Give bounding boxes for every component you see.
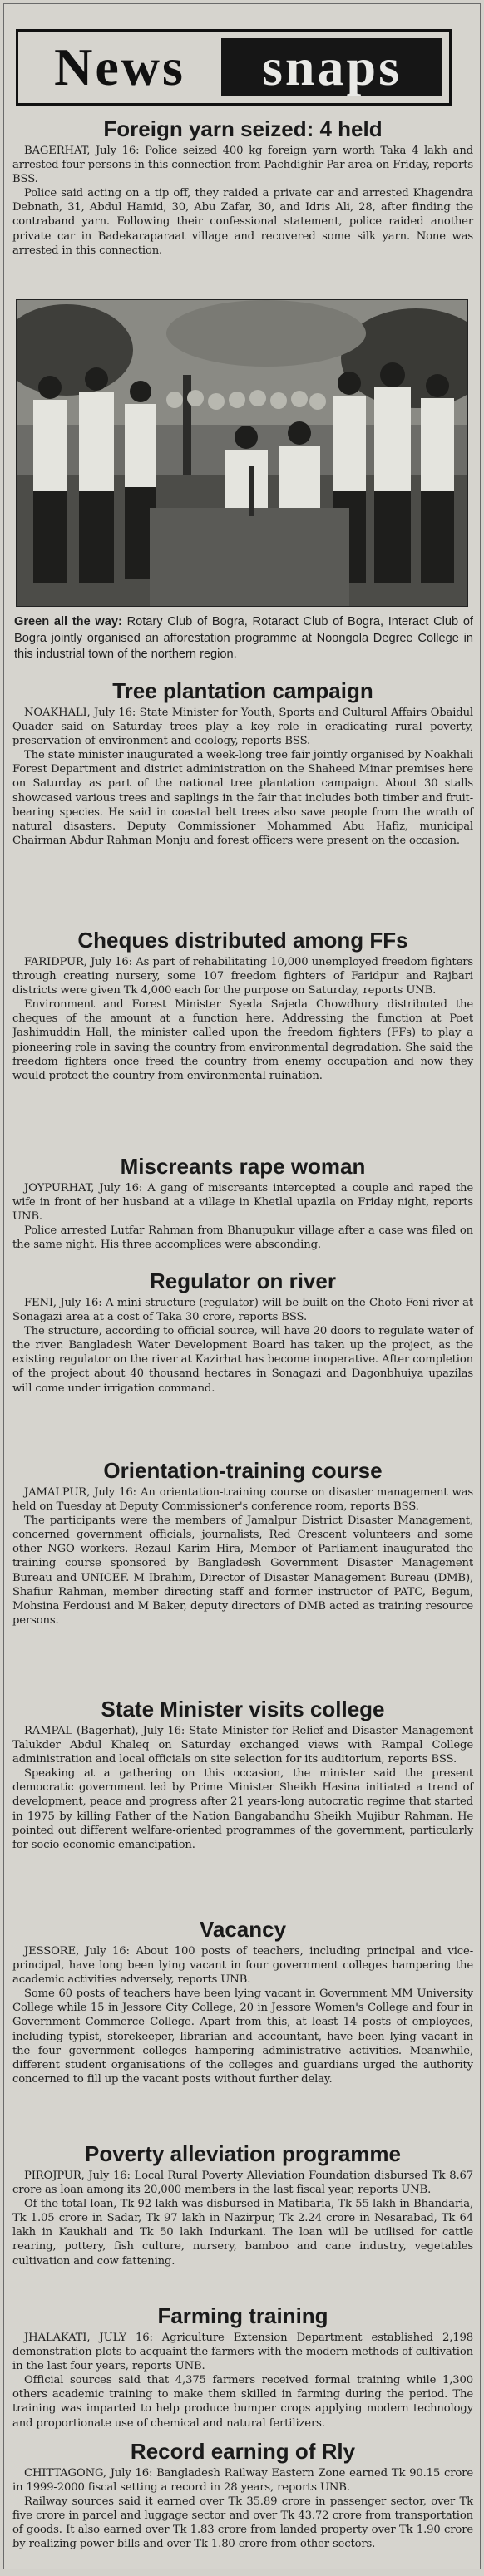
headline: Poverty alleviation programme — [84, 2141, 402, 2166]
paragraph: JESSORE, July 16: About 100 posts of teachers, including principal and vice-principal, have long been lying vacant in four government colleges hampering the academic activities adversely, reports UNB. — [12, 1945, 473, 1987]
headline: Orientation-training course — [103, 1458, 383, 1483]
story-orientation — [12, 1457, 473, 1628]
story-farming — [12, 2303, 473, 2431]
paragraph: BAGERHAT, July 16: Police seized 400 kg foreign yarn worth Taka 4 lakh and arrested four persons in this connection from Pachdighir Par area on Friday, reports BSS. — [12, 145, 473, 186]
newspaper-clipping — [3, 3, 481, 2569]
caption-lead: Green all the way: — [14, 615, 122, 628]
headline: Record earning of Rly — [130, 2439, 356, 2464]
story-body — [12, 1181, 473, 1252]
masthead-snaps: snaps — [221, 38, 442, 96]
headline: Regulator on river — [150, 1268, 336, 1293]
story-body — [12, 2331, 473, 2431]
paragraph: CHITTAGONG, July 16: Bangladesh Railway Eastern Zone earned Tk 90.15 crore in 1999-2000 fiscal setting a record in 28 years, reports UNB. — [12, 2467, 473, 2495]
headline: Farming training — [157, 2303, 328, 2328]
paragraph: Police said acting on a tip off, they raided a private car and arrested Khagendra Debnath, 31, Abdul Hamid, 30, Abu Zafar, 30, and Idris Ali, 28, after finding the contraband yarn. Following their confessional statement, police raided another private car in Badekaraparaat village and recovered some silk yarn. None was arrested in this connection. — [12, 187, 473, 257]
paragraph: Official sources said that 4,375 farmers received formal training while 1,300 others academic training to make them skilled in farming during the period. The training was imparted to help produce bumper crops applying modern technology and proportionate use of chemical and natural fertilizers. — [12, 2374, 473, 2430]
headline: Foreign yarn seized: 4 held — [103, 116, 383, 141]
paragraph: FENI, July 16: A mini structure (regulator) will be built on the Choto Feni river at Sonagazi area at a cost of Taka 30 crore, reports BSS. — [12, 1297, 473, 1324]
paragraph: Police arrested Lutfar Rahman from Bhanupukur village after a case was filed on the same night. His three accomplices were absconding. — [12, 1224, 473, 1252]
story-foreign-yarn — [12, 116, 473, 258]
story-body — [12, 1944, 473, 2086]
paragraph: The state minister inaugurated a week-long tree fair jointly organised by Noakhali Forest Department and district administration on the Shaheed Minar premises here on Saturday as part of the national tree plantation campaign. About 30 stalls showcased various trees and saplings in the fair that includes both timber and fruit-bearing species. He said in coastal belt trees also save people from the wrath of natural disasters. Deputy Commissioner Mohammed Abu Hafiz, municipal Chairman Abdur Rahman Monju and forest officers were present on the occasion. — [12, 749, 473, 847]
story-body — [12, 2169, 473, 2268]
paragraph: PIROJPUR, July 16: Local Rural Poverty Alleviation Foundation disbursed Tk 8.67 crore as loan among its 20,000 members in the last fiscal year, reports UNB. — [12, 2170, 473, 2197]
headline: Vacancy — [199, 1917, 287, 1942]
headline: Miscreants rape woman — [120, 1154, 366, 1179]
story-miscreants — [12, 1153, 473, 1252]
story-body — [12, 1724, 473, 1852]
paragraph: JHALAKATI, JULY 16: Agriculture Extension Department established 2,198 demonstration plots to acquaint the farmers with the modern methods of cultivation in the last four years, reports UNB. — [12, 2332, 473, 2373]
paragraph: Environment and Forest Minister Syeda Sajeda Chowdhury distributed the cheques of the amount at a function here. Addressing the function at Poet Jashimuddin Hall, the minister called upon the freedom fighters (FFs) to play a pioneering role in saving the country from environmental degradation. She said the freedom fighters once freed the country from enemy occupation and now they would protect the country from environmental ruination. — [12, 998, 473, 1082]
paragraph: NOAKHALI, July 16: State Minister for Youth, Sports and Cultural Affairs Obaidul Quader said on Saturday trees play a key role in eradicating rural poverty, preservation of environment and ecology, reports BSS. — [12, 707, 473, 748]
story-cheques — [12, 927, 473, 1083]
paragraph: The structure, according to official source, will have 20 doors to regulate water of the river. Bangladesh Water Development Board has taken up the project, as the existing regulator on the river at Kazirhat has become inoperative. After completion of the project about 40 thousand hectares in Sonagazi and Dagonbhuiya upazilas will come under irrigation command. — [12, 1325, 473, 1395]
masthead — [16, 29, 452, 106]
headline: Cheques distributed among FFs — [77, 928, 408, 953]
story-body — [12, 1485, 473, 1628]
story-tree-plantation — [12, 677, 473, 848]
paragraph: Speaking at a gathering on this occasion, the minister said the present democratic government led by Prime Minister Sheikh Hasina initiated a trend of development, peace and progress after 21 years-long autocratic regime that started in 1975 by killing Father of the Nation Bangabandhu Sheikh Mujibur Rahman. He pointed out different welfare-oriented programmes of the government, particularly for socio-economic emancipation. — [12, 1767, 473, 1851]
story-vacancy — [12, 1916, 473, 2086]
paragraph: Some 60 posts of teachers have been lying vacant in Government MM University College while 15 in Jessore City College, 20 in Jessore Women's College and four in Government Commerce College. Apart from this, at least 14 posts of employees, including typist, storekeeper, librarian and accountant, have been lying vacant in the four government colleges hampering administrative activities. Meanwhile, different student organisations of the colleges and guardians urged the authority concerned to fill up the vacant posts without further delay. — [12, 1987, 473, 2086]
paragraph: RAMPAL (Bagerhat), July 16: State Minister for Relief and Disaster Management Talukder Abdul Khaleq on Saturday exchanged views with Rampal College administration and local officials on site selection for its auditorium, reports BSS. — [12, 1725, 473, 1766]
story-body — [12, 144, 473, 258]
caption-text: Rotary Club of Bogra, Rotaract Club of Bogra, Interact Club of Bogra jointly organised an afforestation programme at Noongola Degree College in this industrial town of the northern region. — [14, 615, 473, 661]
paragraph: FARIDPUR, July 16: As part of rehabilitating 10,000 unemployed freedom fighters through creating nursery, some 107 freedom fighters of Faridpur and Rajbari districts were given Tk 4,000 each for the purpose on Saturday, reports UNB. — [12, 956, 473, 997]
story-poverty — [12, 2140, 473, 2268]
news-photo — [16, 299, 468, 607]
paragraph: Railway sources said it earned over Tk 35.89 crore in passenger sector, over Tk five crore in parcel and luggage sector and over Tk 43.72 crore from transportation of goods. It also earned over Tk 1.83 crore from landed property over Tk 1.90 crore by realizing power bills and over Tk 1.80 crore from other sectors. — [12, 2495, 473, 2551]
story-body — [12, 1296, 473, 1396]
story-body — [12, 706, 473, 848]
story-body — [12, 2466, 473, 2552]
photo-image — [17, 300, 467, 606]
paragraph: Of the total loan, Tk 92 lakh was disbursed in Matibaria, Tk 55 lakh in Bhandaria, Tk 1.05 crore in Sadar, Tk 97 lakh in Nazirpur, Tk 2.24 crore in Nesarabad, Tk 64 lakh in Kaukhali and Tk 50 lakh Indurkani. The loan will be utilised for cattle rearing, pottery, fish culture, nursery, bamboo and cane industry, vegetables cultivation and cow fattening. — [12, 2198, 473, 2268]
paragraph: JAMALPUR, July 16: An orientation-training course on disaster management was held on Tuesday at Deputy Commissioner's conference room, reports BSS. — [12, 1486, 473, 1514]
headline: State Minister visits college — [101, 1697, 385, 1721]
story-railway — [12, 2438, 473, 2552]
story-regulator — [12, 1268, 473, 1396]
paragraph: JOYPURHAT, July 16: A gang of miscreants intercepted a couple and raped the wife in front of her husband at a village in Khetlal upazila on Friday night, reports UNB. — [12, 1182, 473, 1224]
photo-caption — [14, 614, 473, 663]
story-body — [12, 955, 473, 1083]
masthead-news: News — [54, 37, 185, 96]
paragraph: The participants were the members of Jamalpur District Disaster Management, concerned government officials, journalists, Red Crescent volunteers and some other NGO workers. Rezaul Karim Hira, Member of Parliament inaugurated the training course sponsored by Bangladesh Government Disaster Management Bureau and UNICEF. M Ibrahim, Director of Disaster Management Bureau (DMB), Shafiur Rahman, member directing staff and former instructor of PATC, Begum, Mohsina Ferdousi and M Baker, deputy directors of DMB acted as training resource persons. — [12, 1515, 473, 1627]
headline: Tree plantation campaign — [112, 678, 373, 703]
story-state-minister — [12, 1696, 473, 1852]
